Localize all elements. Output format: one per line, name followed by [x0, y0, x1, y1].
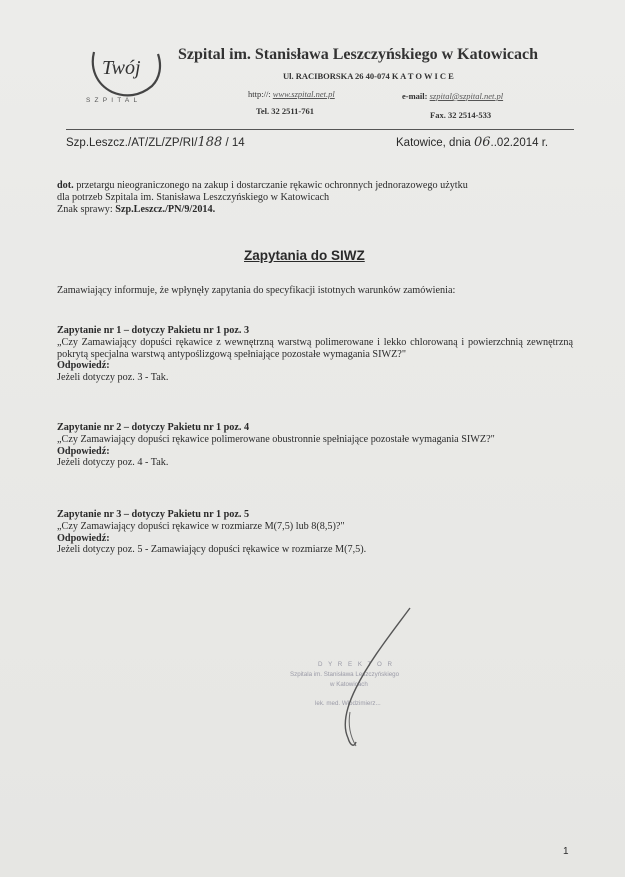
question-block [57, 509, 573, 556]
answer-text: Jeżeli dotyczy poz. 5 - Zamawiający dopuści rękawice w rozmiarze M(7,5). [57, 544, 367, 556]
handwritten-signature [290, 600, 470, 760]
stamp-title: D Y R E K T O R [318, 661, 394, 668]
hospital-logo [82, 42, 170, 104]
hospital-name: Szpital im. Stanisława Leszczyńskiego w Katowicach [178, 46, 538, 63]
question-text: „Czy Zamawiający dopuści rękawice w rozmiarze M(7,5) lub 8(8,5)?" [57, 520, 345, 532]
logo-text: Twój [102, 57, 141, 79]
document-title: Zapytania do SIWZ [244, 248, 365, 263]
question-text: „Czy Zamawiający dopuści rękawice polimerowane obustronnie spełniające pozostałe wymagania SIWZ?" [57, 433, 495, 445]
answer-text: Jeżeli dotyczy poz. 4 - Tak. [57, 457, 169, 469]
reference-number [66, 135, 245, 150]
question-block [57, 422, 573, 469]
intro-text: Zamawiający informuje, że wpłynęły zapytania do specyfikacji istotnych warunków zamówienia: [57, 285, 456, 296]
reference-prefix: Szp.Leszcz./AT/ZL/ZP/RI/ [66, 137, 198, 149]
date-prefix: Katowice, dnia [396, 137, 474, 149]
website-link[interactable]: www.szpital.net.pl [272, 89, 335, 99]
fax-number: Fax. 32 2514-533 [430, 110, 492, 120]
hospital-address: Ul. RACIBORSKA 26 40-074 K A T O W I C E [283, 71, 454, 81]
stamp-signatory: lek. med. Włodzimierz... [315, 700, 381, 707]
question-text: „Czy Zamawiający dopuści rękawice z wewnętrzną warstwą polimerowane i lekko chlorowaną i powierzchnią zewnętrzną pokrytą specjalna warstwą antypoślizgową spełniające pozostałe wymagania SIWZ?" [57, 336, 573, 360]
question-heading: Zapytanie nr 1 – dotyczy Pakietu nr 1 poz. 3 [57, 325, 250, 336]
http-label: http://: [248, 89, 271, 99]
reference-suffix: / 14 [222, 137, 245, 149]
question-heading: Zapytanie nr 3 – dotyczy Pakietu nr 1 poz. 5 [57, 509, 250, 520]
stamp-line: w Katowicach [330, 681, 368, 688]
subject-line-2: dla potrzeb Szpitala im. Stanisława Leszczyńskiego w Katowicach [57, 191, 330, 203]
email-label: e-mail: [402, 91, 428, 101]
case-label: Znak sprawy: [57, 203, 116, 215]
stamp-line: Szpitala im. Stanisława Leszczyńskiego [290, 671, 400, 678]
date-suffix: ..02.2014 r. [490, 137, 549, 149]
handwritten-reference: 188 [197, 135, 223, 150]
document-date [396, 135, 548, 150]
subject-block [57, 180, 573, 215]
answer-label: Odpowiedź: [57, 532, 110, 544]
subject-line-1: przetargu nieograniczonego na zakup i dostarczanie rękawic ochronnych jednorazowego użytku [73, 180, 468, 191]
answer-label: Odpowiedź: [57, 360, 110, 372]
page-number: 1 [563, 846, 569, 857]
answer-label: Odpowiedź: [57, 445, 110, 457]
phone-number: Tel. 32 2511-761 [256, 106, 315, 116]
logo-subtext: SZPITAL [86, 97, 142, 104]
handwritten-day: 06 [474, 135, 491, 150]
question-heading: Zapytanie nr 2 – dotyczy Pakietu nr 1 poz. 4 [57, 422, 250, 433]
subject-label: dot. [57, 180, 74, 191]
email-link[interactable]: szpital@szpital.net.pl [429, 91, 504, 101]
question-block [57, 325, 573, 384]
header-divider [66, 129, 574, 130]
answer-text: Jeżeli dotyczy poz. 3 - Tak. [57, 372, 169, 384]
case-number: Szp.Leszcz./PN/9/2014. [115, 203, 216, 215]
